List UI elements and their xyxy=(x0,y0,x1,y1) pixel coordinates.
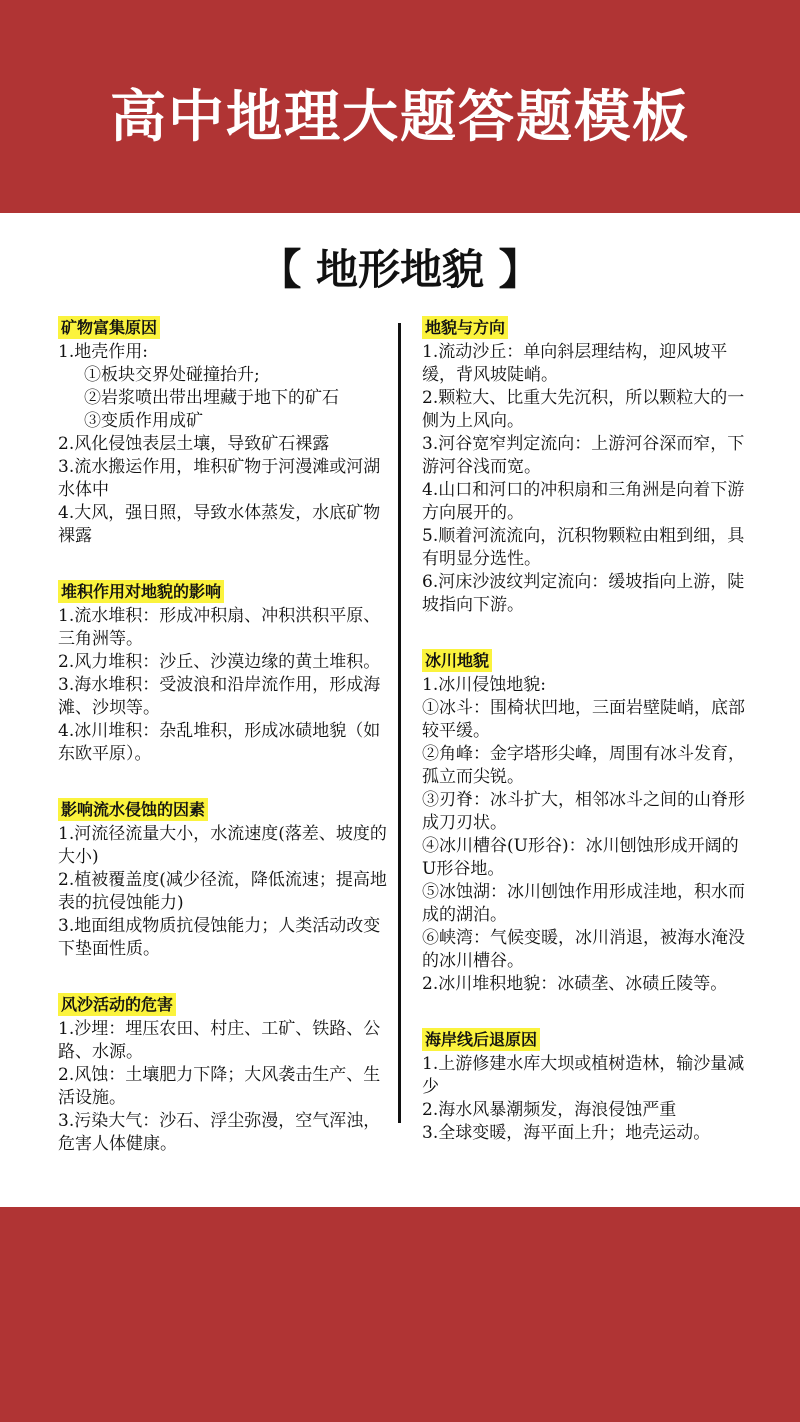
footer-banner xyxy=(0,1207,800,1422)
topic-line: 2.风蚀：土壤肥力下降；大风袭击生产、生活设施。 xyxy=(58,1065,381,1108)
topic-block xyxy=(58,993,388,1156)
topic-line: 1.沙埋：埋压农田、村庄、工矿、铁路、公路、水源。 xyxy=(58,1019,381,1062)
right-column xyxy=(422,316,752,1177)
topic-block xyxy=(58,316,388,548)
topic-line: 1.冰川侵蚀地貌: xyxy=(422,675,546,695)
topic-line: ②岩浆喷出带出埋藏于地下的矿石 xyxy=(84,388,339,408)
topic-line: 3.地面组成物质抗侵蚀能力；人类活动改变下垫面性质。 xyxy=(58,916,381,959)
topic-line: ③刃脊：冰斗扩大，相邻冰斗之间的山脊形成刀刃状。 xyxy=(422,790,745,833)
left-column xyxy=(58,316,388,1188)
topic-line: 3.全球变暖，海平面上升；地壳运动。 xyxy=(422,1123,711,1143)
column-divider xyxy=(398,323,401,1123)
topic-heading: 地貌与方向 xyxy=(422,316,508,339)
topic-line: 2.冰川堆积地貌：冰碛垄、冰碛丘陵等。 xyxy=(422,974,728,994)
topic-block xyxy=(58,580,388,766)
topic-line: 5.顺着河流流向，沉积物颗粒由粗到细，具有明显分选性。 xyxy=(422,526,745,569)
topic-line: ⑤冰蚀湖：冰川刨蚀作用形成洼地，积水而成的湖泊。 xyxy=(422,882,745,925)
topic-line: 1.上游修建水库大坝或植树造林，输沙量减少 xyxy=(422,1054,745,1097)
topic-line: 1.流动沙丘：单向斜层理结构，迎风坡平缓，背风坡陡峭。 xyxy=(422,342,728,385)
topic-line: 1.流水堆积：形成冲积扇、冲积洪积平原、三角洲等。 xyxy=(58,606,381,649)
topic-line: 1.地壳作用: xyxy=(58,342,148,362)
topic-line: 6.河床沙波纹判定流向：缓坡指向上游，陡坡指向下游。 xyxy=(422,572,745,615)
topic-line: ③变质作用成矿 xyxy=(84,411,203,431)
topic-line: ①冰斗：围椅状凹地，三面岩壁陡峭，底部较平缓。 xyxy=(422,698,745,741)
topic-heading: 海岸线后退原因 xyxy=(422,1028,540,1051)
topic-block xyxy=(58,798,388,961)
page-title: 高中地理大题答题模板 xyxy=(110,85,690,150)
section-title: 【 地形地貌 】 xyxy=(259,245,541,294)
topic-line: 3.河谷宽窄判定流向：上游河谷深而窄，下游河谷浅而宽。 xyxy=(422,434,745,477)
topic-block xyxy=(422,316,752,617)
topic-line: 2.风力堆积：沙丘、沙漠边缘的黄土堆积。 xyxy=(58,652,381,672)
topic-line: ②角峰：金字塔形尖峰，周围有冰斗发育，孤立而尖锐。 xyxy=(422,744,745,787)
topic-line: 3.流水搬运作用，堆积矿物于河漫滩或河湖水体中 xyxy=(58,457,381,500)
topic-line: ①板块交界处碰撞抬升; xyxy=(84,365,260,385)
topic-heading: 影响流水侵蚀的因素 xyxy=(58,798,208,821)
topic-heading: 堆积作用对地貌的影响 xyxy=(58,580,224,603)
topic-block xyxy=(422,1028,752,1145)
topic-line: 4.大风，强日照，导致水体蒸发，水底矿物裸露 xyxy=(58,503,381,546)
topic-line: 2.颗粒大、比重大先沉积，所以颗粒大的一侧为上风向。 xyxy=(422,388,745,431)
topic-line: 4.山口和河口的冲积扇和三角洲是向着下游方向展开的。 xyxy=(422,480,745,523)
topic-line: ⑥峡湾：气候变暖，冰川消退，被海水淹没的冰川槽谷。 xyxy=(422,928,745,971)
topic-line: 3.污染大气：沙石、浮尘弥漫，空气浑浊，危害人体健康。 xyxy=(58,1111,381,1154)
topic-line: 2.海水风暴潮频发，海浪侵蚀严重 xyxy=(422,1100,677,1120)
topic-heading: 冰川地貌 xyxy=(422,649,492,672)
topic-line: 1.河流径流量大小，水流速度(落差、坡度的大小) xyxy=(58,824,387,867)
topic-heading: 矿物富集原因 xyxy=(58,316,160,339)
topic-line: ④冰川槽谷(U形谷)：冰川刨蚀形成开阔的U形谷地。 xyxy=(422,836,739,879)
topic-block xyxy=(422,649,752,996)
topic-line: 2.风化侵蚀表层土壤，导致矿石裸露 xyxy=(58,434,330,454)
topic-line: 2.植被覆盖度(减少径流，降低流速；提高地表的抗侵蚀能力) xyxy=(58,870,387,913)
topic-line: 3.海水堆积：受波浪和沿岸流作用，形成海滩、沙坝等。 xyxy=(58,675,381,718)
topic-line: 4.冰川堆积：杂乱堆积，形成冰碛地貌（如东欧平原）。 xyxy=(58,721,381,764)
topic-heading: 风沙活动的危害 xyxy=(58,993,176,1016)
